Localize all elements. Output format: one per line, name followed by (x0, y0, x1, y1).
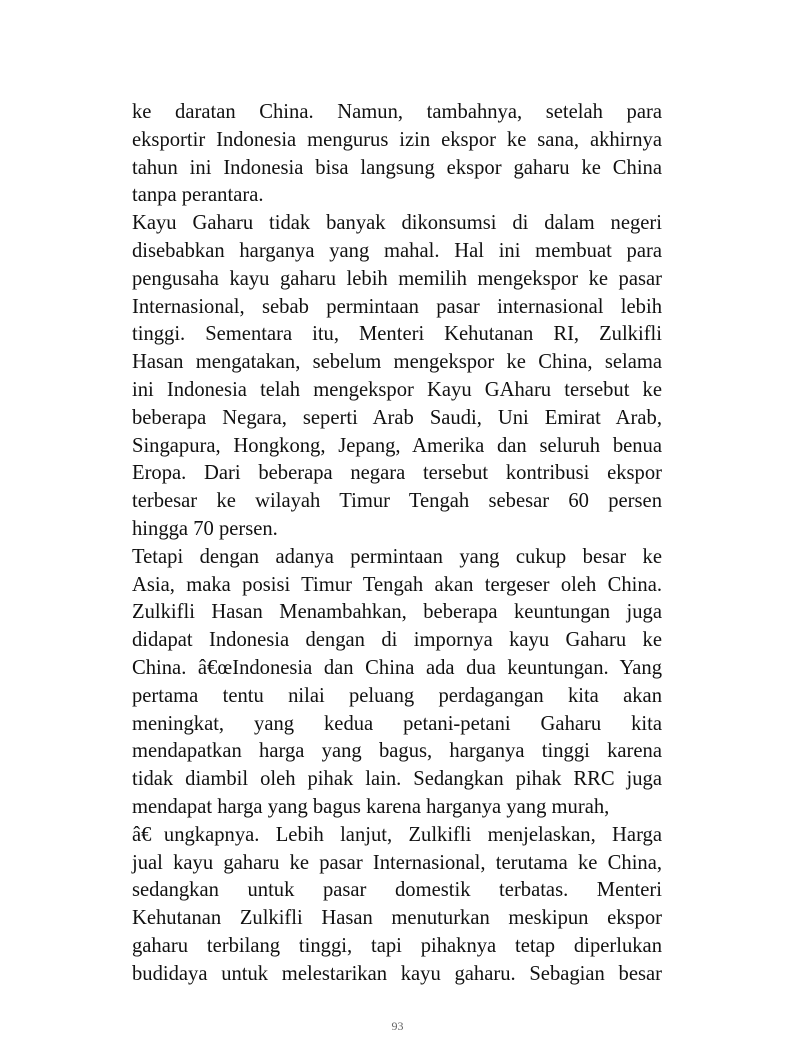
text-line: Hasan mengatakan, sebelum mengekspor ke China, selama (132, 351, 662, 374)
text-line: mendapat harga yang bagus karena harganya yang murah, (132, 795, 610, 818)
page-number: 93 (391, 1019, 404, 1033)
text-line: China. â€œIndonesia dan China ada dua keuntungan. Yang (132, 656, 662, 679)
text-line: budidaya untuk melestarikan kayu gaharu. Sebagian besar (132, 962, 662, 985)
text-line: sedangkan untuk pasar domestik terbatas. Menteri (132, 879, 662, 902)
text-line: meningkat, yang kedua petani-petani Gaharu kita (132, 712, 662, 735)
text-line: jual kayu gaharu ke pasar Internasional, terutama ke China, (132, 851, 662, 874)
text-line: tidak diambil oleh pihak lain. Sedangkan pihak RRC juga (132, 768, 662, 791)
text-line: tahun ini Indonesia bisa langsung ekspor gaharu ke China (132, 156, 662, 179)
text-line: hingga 70 persen. (132, 517, 278, 540)
text-line: mendapatkan harga yang bagus, harganya tinggi karena (132, 740, 662, 763)
text-line: gaharu terbilang tinggi, tapi pihaknya tetap diperlukan (132, 934, 662, 957)
text-line: disebabkan harganya yang mahal. Hal ini membuat para (132, 239, 662, 262)
text-line: pertama tentu nilai peluang perdagangan kita akan (132, 684, 662, 707)
text-line: Tetapi dengan adanya permintaan yang cukup besar ke (132, 545, 662, 568)
text-line: ke daratan China. Namun, tambahnya, setelah para (132, 101, 662, 123)
text-line: Kehutanan Zulkifli Hasan menuturkan meskipun ekspor (132, 907, 662, 930)
text-line: â€ungkapnya. Lebih lanjut, Zulkifli menjelaskan, Harga (132, 823, 662, 846)
text-line: beberapa Negara, seperti Arab Saudi, Uni Emirat Arab, (132, 406, 662, 429)
text-line: terbesar ke wilayah Timur Tengah sebesar 60 persen (132, 490, 662, 513)
text-line: tinggi. Sementara itu, Menteri Kehutanan RI, Zulkifli (132, 323, 662, 346)
text-line: Kayu Gaharu tidak banyak dikonsumsi di dalam negeri (132, 212, 662, 235)
text-line: Eropa. Dari beberapa negara tersebut kontribusi ekspor (132, 462, 662, 485)
text-line: Zulkifli Hasan Menambahkan, beberapa keuntungan juga (132, 601, 662, 624)
text-line: Singapura, Hongkong, Jepang, Amerika dan seluruh benua (132, 434, 662, 457)
body-text (132, 99, 662, 989)
text-line: ini Indonesia telah mengekspor Kayu GAharu tersebut ke (132, 378, 662, 401)
text-line: Internasional, sebab permintaan pasar internasional lebih (132, 295, 662, 318)
text-line: pengusaha kayu gaharu lebih memilih mengekspor ke pasar (132, 267, 662, 290)
text-line: didapat Indonesia dengan di impornya kayu Gaharu ke (132, 629, 662, 652)
text-line: tanpa perantara. (132, 184, 264, 207)
text-line: eksportir Indonesia mengurus izin ekspor ke sana, akhirnya (132, 128, 662, 151)
text-line: Asia, maka posisi Timur Tengah akan tergeser oleh China. (132, 573, 662, 596)
